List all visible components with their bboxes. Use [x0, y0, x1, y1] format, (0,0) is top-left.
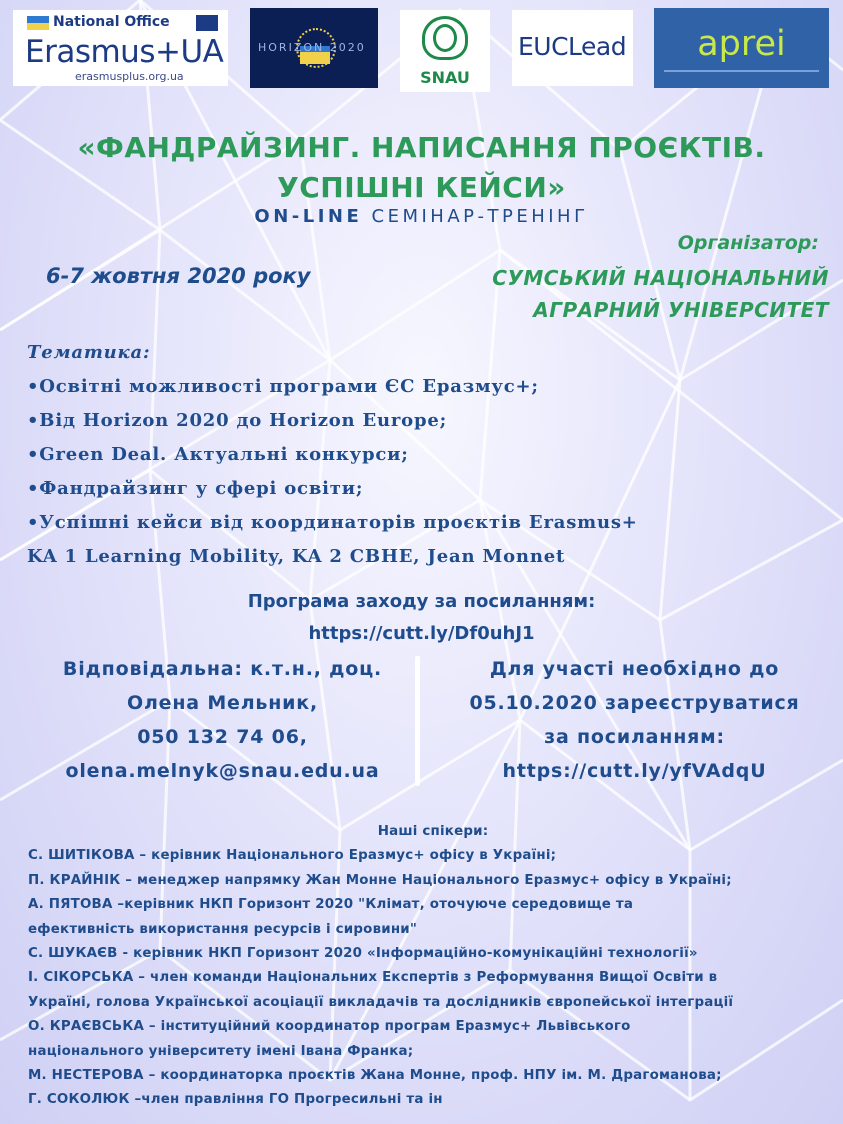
speaker-line: О. КРАЄВСЬКА – інституційний координатор програм Еразмус+ Львівського: [28, 1019, 631, 1035]
speaker-line: Г. СОКОЛЮК –член правління ГО Прогресильні та ін: [28, 1092, 443, 1108]
speaker-line: М. НЕСТЕРОВА – координаторка проєктів Жана Монне, проф. НПУ ім. М. Драгоманова;: [28, 1068, 722, 1084]
format-type: СЕМІНАР-ТРЕНІНГ: [371, 206, 589, 227]
themes-header: Тематика:: [27, 342, 151, 363]
format-online: ON-LINE: [254, 206, 363, 227]
responsible-email[interactable]: olena.melnyk@snau.edu.ua: [65, 760, 380, 782]
page-title: [0, 128, 843, 208]
theme-item: •Від Horizon 2020 до Horizon Europe;: [27, 410, 448, 431]
organizer-line-2: АГРАРНИЙ УНІВЕРСИТЕТ: [533, 298, 829, 322]
ukraine-flag-icon: [27, 16, 49, 30]
horizon-text: HORIZON 2020: [258, 41, 366, 54]
speakers-header: Наші спікери:: [377, 824, 489, 839]
aprei-underline: [664, 70, 819, 72]
vertical-divider: [415, 656, 420, 786]
responsible-name: Олена Мельник,: [127, 692, 318, 714]
theme-item: •Фандрайзинг у сфері освіти;: [27, 478, 364, 499]
organizer-line-1: СУМСЬКИЙ НАЦІОНАЛЬНИЙ: [492, 266, 829, 290]
title-line-2: УСПІШНІ КЕЙСИ»: [277, 171, 566, 204]
speaker-line: національного університету імені Івана Франка;: [28, 1043, 414, 1059]
theme-item: •Освітні можливості програми ЄС Еразмус+;: [27, 376, 539, 397]
title-line-1: «ФАНДРАЙЗИНГ. НАПИСАННЯ ПРОЄКТІВ.: [77, 131, 766, 164]
registration-info: [432, 652, 837, 788]
speaker-line: С. ШУКАЄВ - керівник НКП Горизонт 2020 «Інформаційно-комунікаційні технології»: [28, 946, 698, 962]
speaker-line: І. СІКОРСЬКА – член команди Національних Експертів з Реформування Вищої Освіти в: [28, 970, 718, 986]
erasmus-name: Erasmus+UA: [25, 34, 224, 70]
registration-link[interactable]: https://cutt.ly/yfVAdqU: [502, 760, 767, 782]
event-dates: 6-7 жовтня 2020 року: [46, 264, 311, 288]
organizer-name: [492, 262, 829, 326]
theme-item: •Успішні кейси від координаторів проєктів Erasmus+: [27, 512, 638, 533]
themes-list: [27, 336, 638, 574]
euclead-text: EUCLead: [518, 32, 627, 61]
registration-line-2: 05.10.2020 зареєструватися: [469, 692, 800, 714]
program-section: [0, 586, 843, 650]
erasmus-ua-logo: [13, 10, 228, 86]
speakers-list: [28, 820, 838, 1113]
responsible-contact: [30, 652, 415, 788]
responsible-phone: 050 132 74 06,: [137, 726, 308, 748]
euclead-logo: [512, 10, 633, 86]
horizon-2020-logo: [250, 8, 378, 88]
registration-line-1: Для участі необхідно до: [489, 658, 780, 680]
responsible-title: Відповідальна: к.т.н., доц.: [62, 658, 383, 680]
speaker-line: П. КРАЙНІК – менеджер напрямку Жан Монне Національного Еразмус+ офісу в Україні;: [28, 872, 732, 888]
speaker-line: Україні, голова Української асоціації викладачів та дослідників європейської інтеграції: [28, 994, 734, 1010]
program-label: Програма заходу за посиланням:: [247, 591, 596, 612]
ginkgo-leaf-inner: [433, 24, 457, 52]
erasmus-url: erasmusplus.org.ua: [75, 70, 184, 83]
speaker-line: А. ПЯТОВА –керівник НКП Горизонт 2020 "Клімат, оточуюче середовище та: [28, 897, 634, 913]
program-link[interactable]: https://cutt.ly/Df0uhJ1: [308, 623, 535, 644]
theme-item: •Green Deal. Актуальні конкурси;: [27, 444, 409, 465]
aprei-logo: [654, 8, 829, 88]
snau-logo: [400, 10, 490, 92]
erasmus-office-text: National Office: [53, 14, 170, 30]
theme-item: KA 1 Learning Mobility, KA 2 CBHE, Jean Monnet: [27, 546, 566, 567]
partner-logos: [0, 8, 843, 90]
registration-line-3: за посиланням:: [544, 726, 725, 748]
eu-flag-icon: [196, 15, 218, 31]
speaker-line: С. ШИТІКОВА – керівник Національного Еразмус+ офісу в Україні;: [28, 848, 557, 864]
event-format: [0, 206, 843, 227]
organizer-label: Організатор:: [677, 232, 819, 254]
speaker-line: ефективність використання ресурсів і сировини": [28, 921, 418, 937]
aprei-text: aprei: [697, 24, 786, 64]
snau-text: SNAU: [420, 68, 470, 87]
